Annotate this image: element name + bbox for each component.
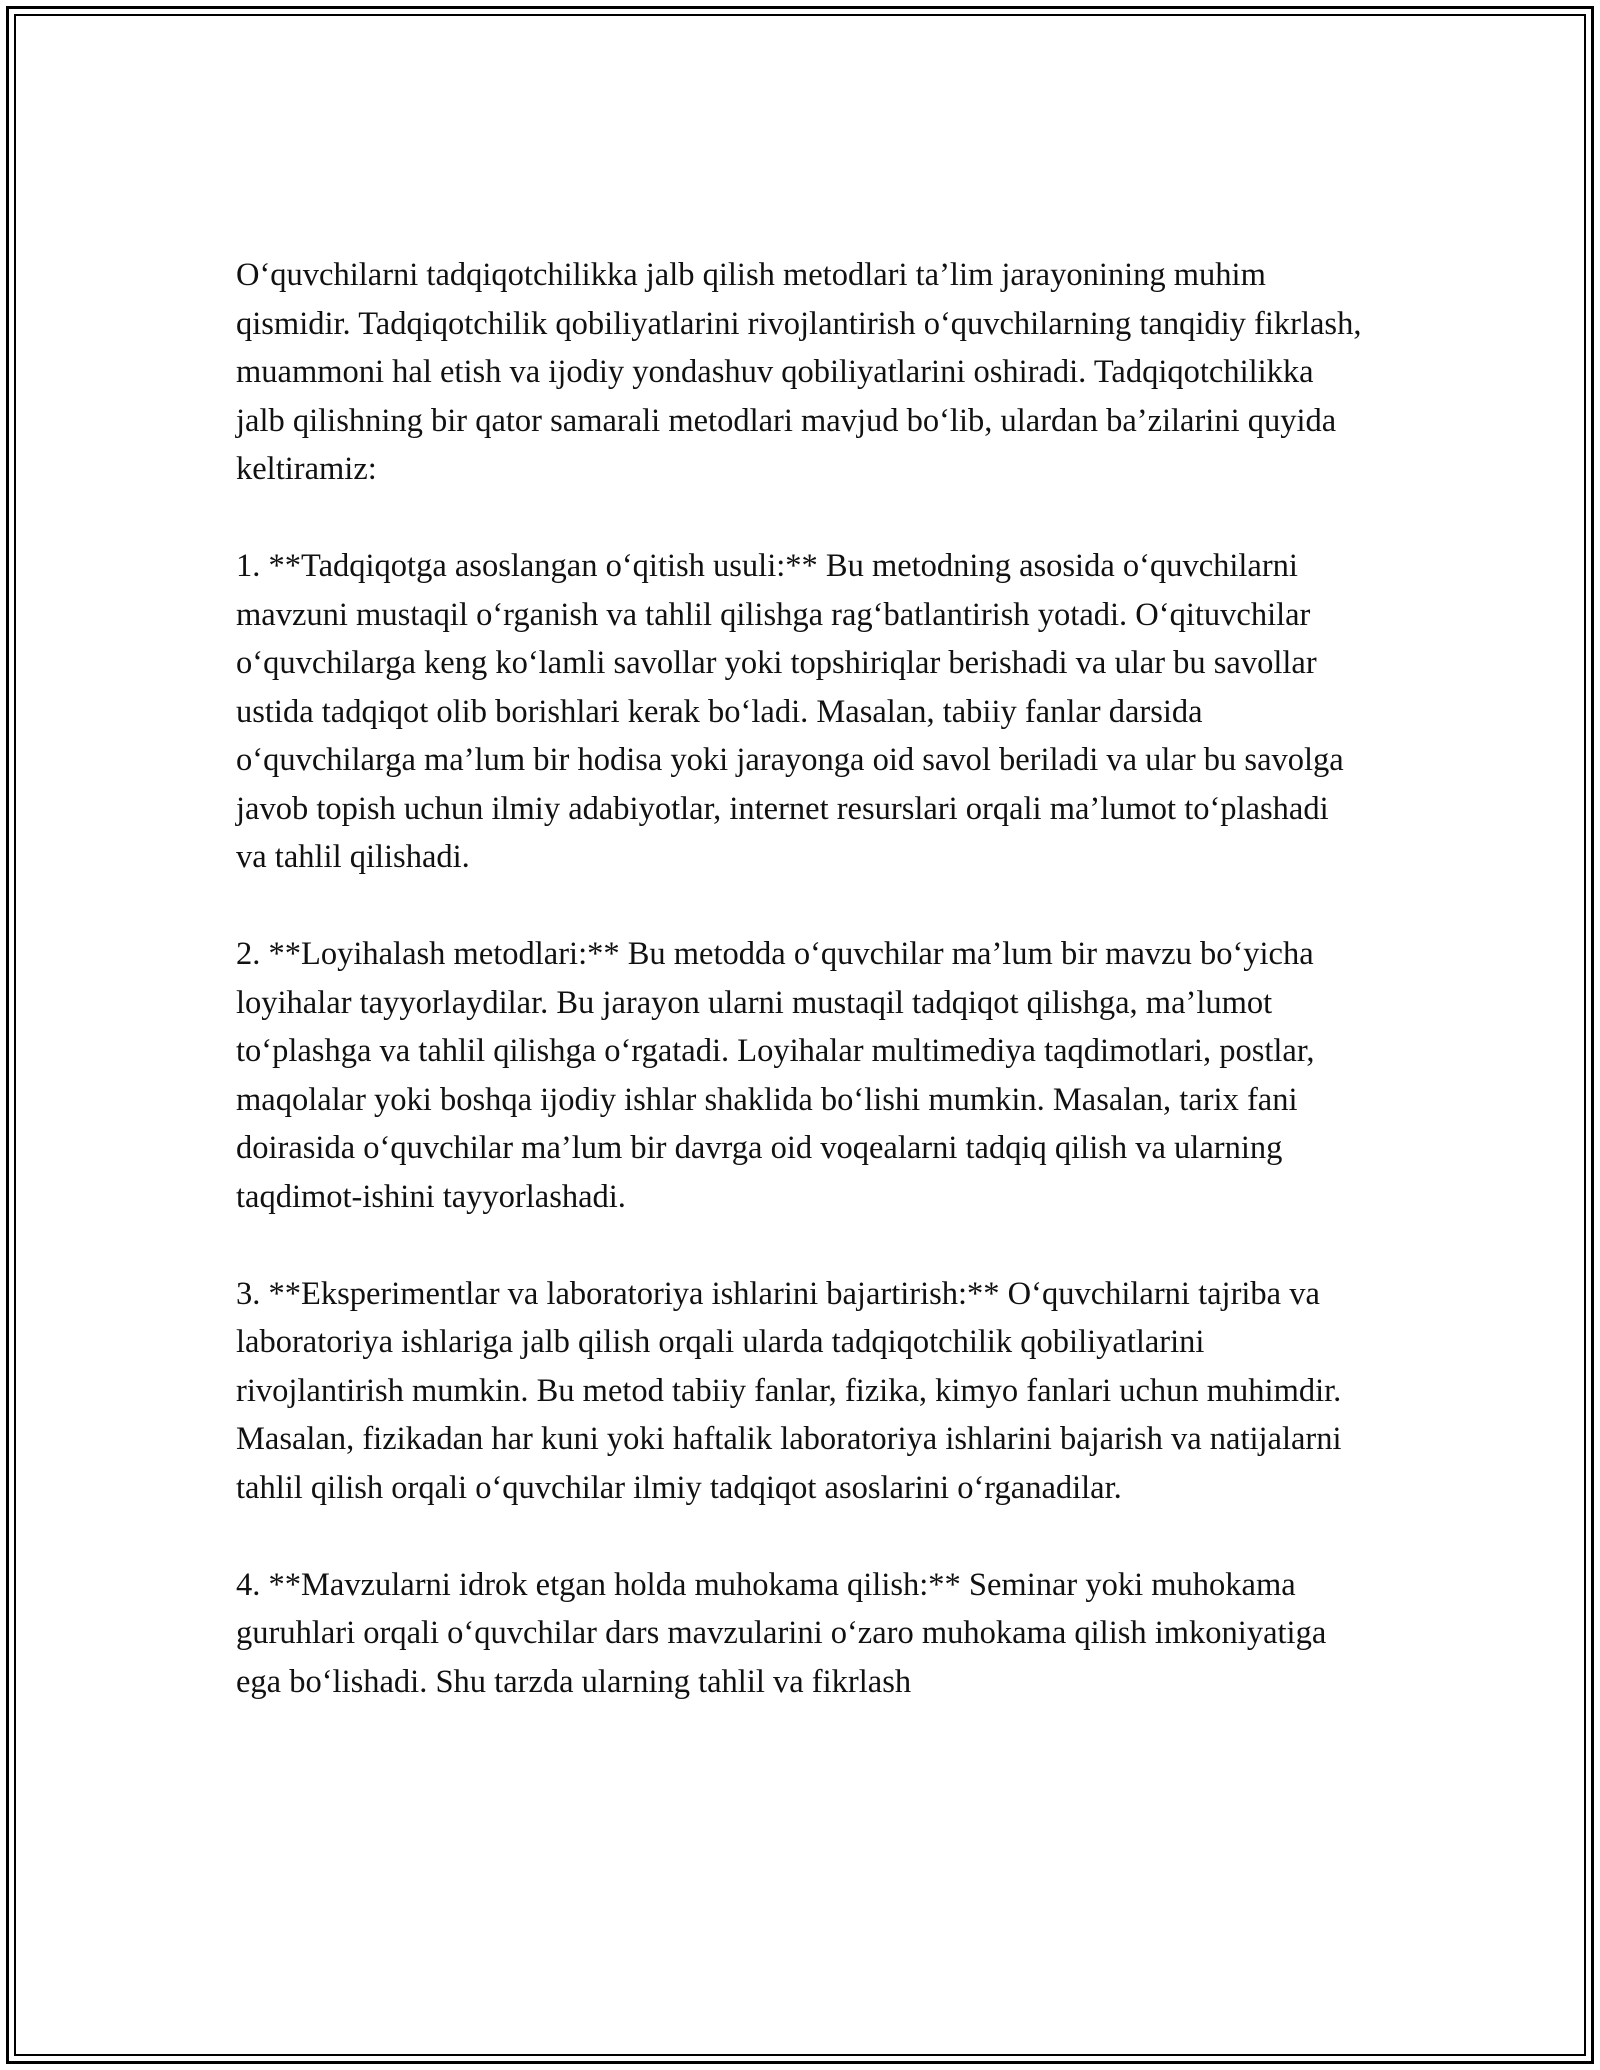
list-item-3-paragraph: 3. **Eksperimentlar va laboratoriya ishlarini bajartirish:** O‘quvchilarni tajriba va laboratoriya ishlariga jalb qilish orqali ularda tadqiqotchilik qobiliyatlarini rivojlantirish mumkin. Bu metod tabiiy fanlar, fizika, kimyo fanlari uchun muhimdir. Masalan, fizikadan har kuni yoki haftalik laboratoriya ishlarini bajarish va natijalarni tahlil qilish orqali o‘quvchilar ilmiy tadqiqot asoslarini o‘rganadilar. — [236, 1275, 1342, 1506]
intro-paragraph: O‘quvchilarni tadqiqotchilikka jalb qilish metodlari ta’lim jarayonining muhim qismidir. Tadqiqotchilik qobiliyatlarini rivojlantirish o‘quvchilarning tanqidiy fikrlash, muammoni hal etish va ijodiy yondashuv qobiliyatlarini oshiradi. Tadqiqotchilikka jalb qilishning bir qator samarali metodlari mavjud bo‘lib, ulardan ba’zilarini quyida keltiramiz: — [236, 257, 1362, 487]
list-item-2-paragraph: 2. **Loyihalash metodlari:** Bu metodda o‘quvchilar ma’lum bir mavzu bo‘yicha loyihalar tayyorlaydilar. Bu jarayon ularni mustaqil tadqiqot qilishga, ma’lumot to‘plashga va tahlil qilishga o‘rgatadi. Loyihalar multimediya taqdimotlari, postlar, maqolalar yoki boshqa ijodiy ishlar shaklida bo‘lishi mumkin. Masalan, tarix fani doirasida o‘quvchilar ma’lum bir davrga oid voqealarni tadqiq qilish va ularning taqdimot-ishini tayyorlashadi. — [236, 936, 1315, 1215]
list-item-1-paragraph: 1. **Tadqiqotga asoslangan o‘qitish usuli:** Bu metodning asosida o‘quvchilarni mavzuni mustaqil o‘rganish va tahlil qilishga rag‘batlantirish yotadi. O‘qituvchilar o‘quvchilarga keng ko‘lamli savollar yoki topshiriqlar berishadi va ular bu savollar ustida tadqiqot olib borishlari kerak bo‘ladi. Masalan, tabiiy fanlar darsida o‘quvchilarga ma’lum bir hodisa yoki jarayonga oid savol beriladi va ular bu savolga javob topish uchun ilmiy adabiyotlar, internet resurslari orqali ma’lumot to‘plashadi va tahlil qilishadi. — [236, 548, 1344, 875]
document-body — [236, 251, 1366, 1706]
list-item-4-paragraph: 4. **Mavzularni idrok etgan holda muhokama qilish:** Seminar yoki muhokama guruhlari orqali o‘quvchilar dars mavzularini o‘zaro muhokama qilish imkoniyatiga ega bo‘lishadi. Shu tarzda ularning tahlil va fikrlash — [236, 1566, 1327, 1700]
